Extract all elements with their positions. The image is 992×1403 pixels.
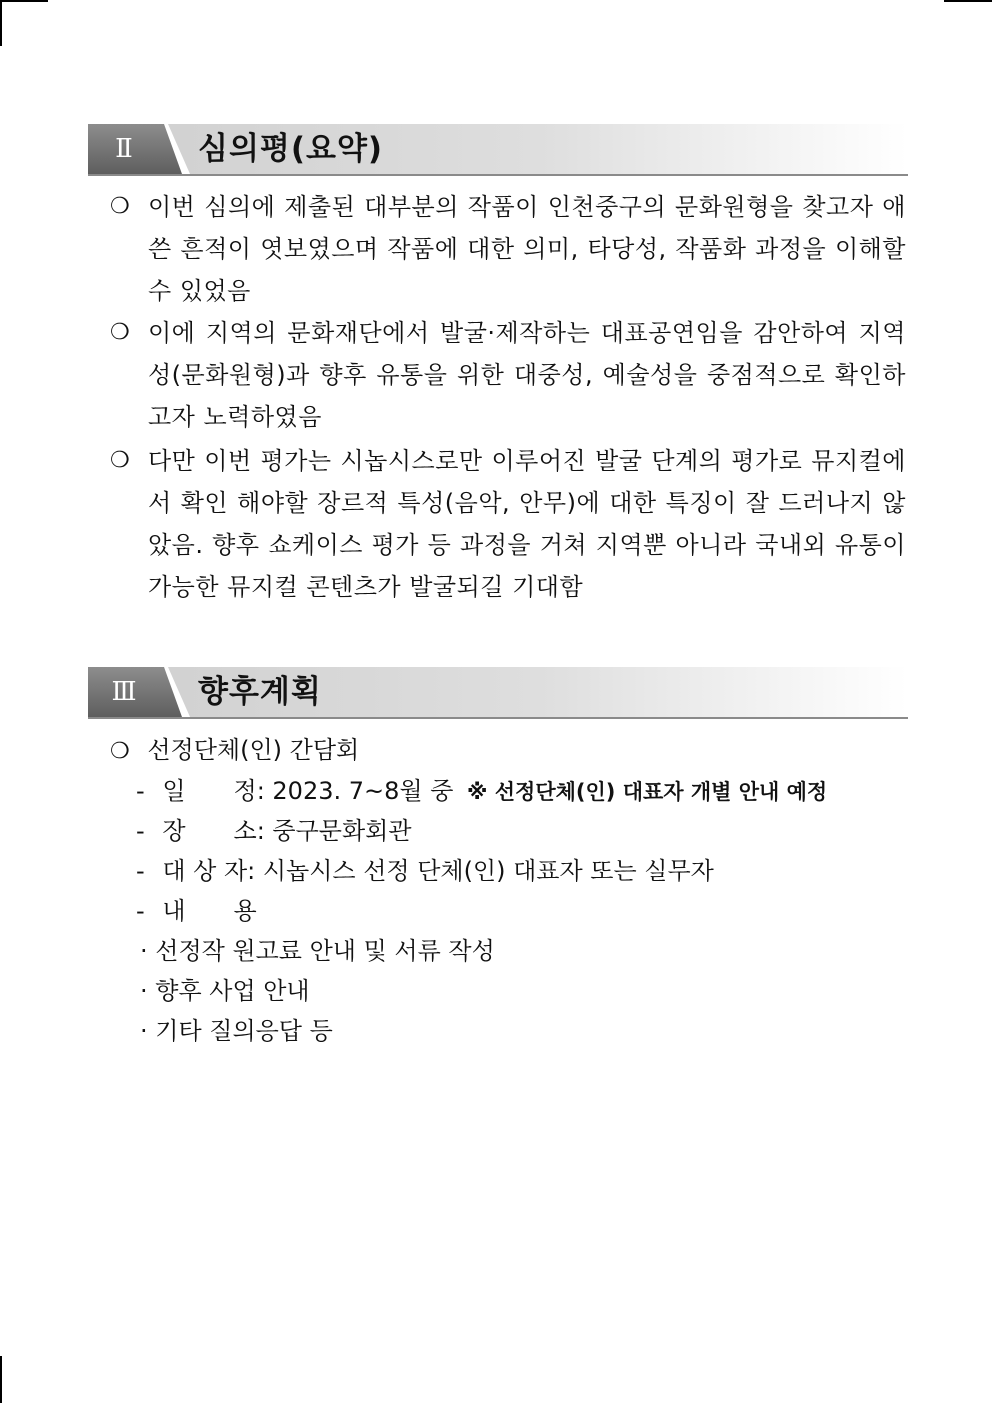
review-text: 이에 지역의 문화재단에서 발굴·제작하는 대표공연임을 감안하여 지역성(문화원형)과 향후 유통을 위한 대중성, 예술성을 중점적으로 확인하고자 노력하였음 (148, 319, 906, 431)
section-2-header (88, 124, 908, 176)
content-item: · 선정작 원고료 안내 및 서류 작성 (140, 937, 495, 965)
content-item: · 기타 질의응답 등 (140, 1017, 333, 1045)
section-number: Ⅱ (88, 124, 160, 174)
bullet-circle-icon: ❍ (110, 448, 130, 473)
detail-label: 대 상 자 (162, 857, 248, 885)
detail-target (136, 851, 714, 891)
crop-mark-bottom-left-v (0, 1356, 2, 1403)
detail-content (136, 891, 257, 931)
plan-heading-text: 선정단체(인) 간담회 (147, 736, 360, 764)
section-number: Ⅲ (88, 667, 160, 717)
crop-mark-top-left-h (0, 0, 48, 2)
detail-dash: - (136, 777, 145, 805)
review-text: 다만 이번 평가는 시놉시스로만 이루어진 발굴 단계의 평가로 뮤지컬에서 확인 해야할 장르적 특성(음악, 안무)에 대한 특징이 잘 드러나지 않았음. 향후 쇼케이스 평가 등 과정을 거쳐 지역뿐 아니라 국내외 유통이 가능한 뮤지컬 콘텐츠가 발굴되길 기대함 (148, 447, 906, 601)
bullet-circle-icon: ❍ (110, 320, 130, 345)
bullet-circle-icon: ❍ (110, 194, 130, 219)
content-item: · 향후 사업 안내 (140, 977, 310, 1005)
detail-value: : 중구문화회관 (256, 817, 412, 845)
section-title: 심의평(요약) (198, 131, 384, 167)
detail-dash: - (136, 817, 145, 845)
detail-label: 장 소 (162, 817, 257, 845)
section-3-header (88, 667, 908, 719)
detail-value: : 2023. 7~8월 중 (256, 777, 454, 805)
review-text: 이번 심의에 제출된 대부분의 작품이 인천중구의 문화원형을 찾고자 애쓴 흔적이 엿보였으며 작품에 대한 의미, 타당성, 작품화 과정을 이해할 수 있었음 (148, 193, 906, 305)
detail-schedule (136, 771, 827, 812)
detail-venue (136, 811, 412, 851)
detail-dash: - (136, 897, 145, 925)
detail-label: 내 용 (162, 897, 257, 925)
crop-mark-top-left-v (0, 0, 2, 46)
detail-dash: - (136, 857, 145, 885)
crop-mark-top-right-h (944, 0, 992, 2)
detail-value: : 시놉시스 선정 단체(인) 대표자 또는 실무자 (247, 857, 714, 885)
detail-note: ※ 선정단체(인) 대표자 개별 안내 예정 (467, 780, 828, 804)
plan-heading (110, 730, 359, 772)
section-title: 향후계획 (198, 674, 322, 710)
detail-label: 일 정 (162, 777, 257, 805)
bullet-circle-icon: ❍ (110, 739, 130, 764)
